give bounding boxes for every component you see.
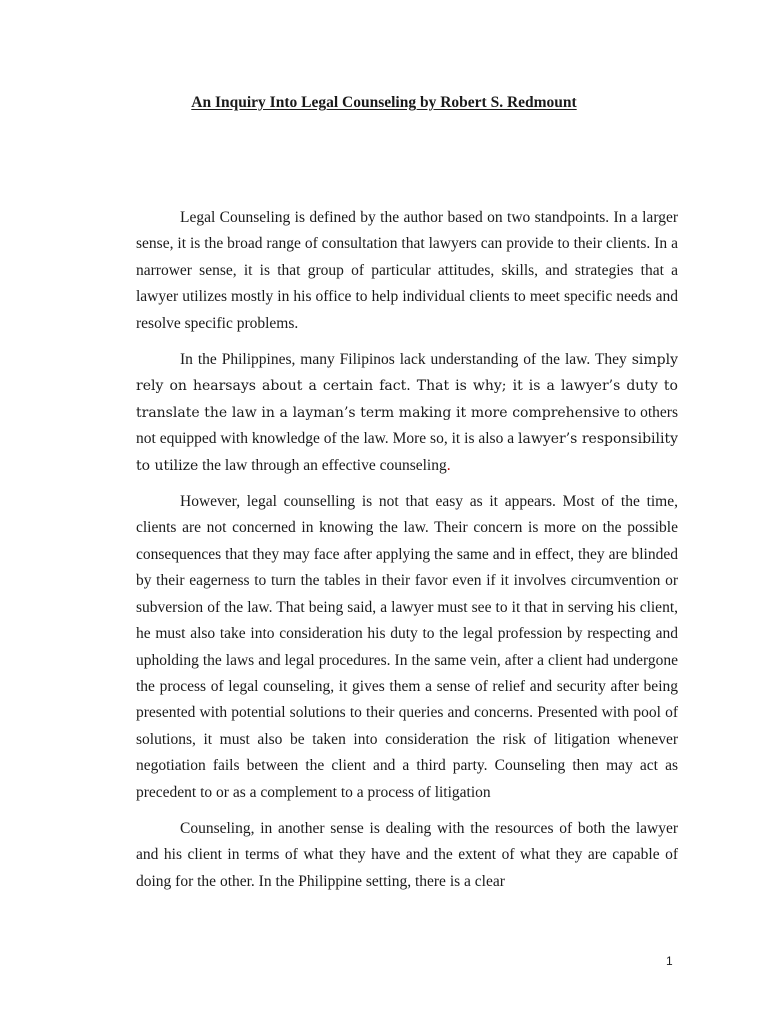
paragraph-2-part-1: In the Philippines, many Filipinos lack understanding of the law. They <box>180 351 632 369</box>
paragraph-2-part-5: the law through an effective counseling <box>198 456 447 474</box>
paragraph-3: However, legal counselling is not that easy as it appears. Most of the time, clients are not concerned in knowing the law. Their concern is more on the possible consequences that they may face after applying the same and in effect, they are blinded by their eagerness to turn the tables in their favor even if it involves circumvention or subversion of the law. That being said, a lawyer must see to it that in serving his client, he must also take into consideration his duty to the legal profession by respecting and upholding the laws and legal procedures. In the same vein, after a client had undergone the process of legal counseling, it gives them a sense of relief and security after being presented with potential solutions to their queries and concerns. Presented with pool of solutions, it must also be taken into consideration the risk of litigation whenever negotiation fails between the client and a third party. Counseling then may act as precedent to or as a complement to a process of litigation <box>136 493 678 801</box>
page-number: 1 <box>666 954 673 968</box>
document-body <box>136 205 678 905</box>
paragraph-4: Counseling, in another sense is dealing with the resources of both the lawyer and his client in terms of what they have and the extent of what they are capable of doing for the other. In the Philippine setting, there is a clear <box>136 819 678 890</box>
paragraph-2 <box>136 347 678 479</box>
paragraph-2-part-4: lawyer’s responsibility to utilize <box>136 431 678 474</box>
paragraph-2-part-3: to others not equipped with knowledge of the law. More so, it is also a <box>136 403 679 448</box>
paragraph-1: Legal Counseling is defined by the author based on two standpoints. In a larger sense, it is the broad range of consultation that lawyers can provide to their clients. In a narrower sense, it is that group of particular attitudes, skills, and strategies that a lawyer utilizes mostly in his office to help individual clients to meet specific needs and resolve specific problems. <box>136 209 678 332</box>
document-title: An Inquiry Into Legal Counseling by Robert S. Redmount <box>191 94 577 111</box>
paragraph-2-part-2: simply rely on hearsays about a certain fact. That is why; it is a lawyer’s duty to translate the law in a layman’s term making it more comprehensive <box>136 352 678 421</box>
paragraph-2-period: . <box>446 456 451 474</box>
